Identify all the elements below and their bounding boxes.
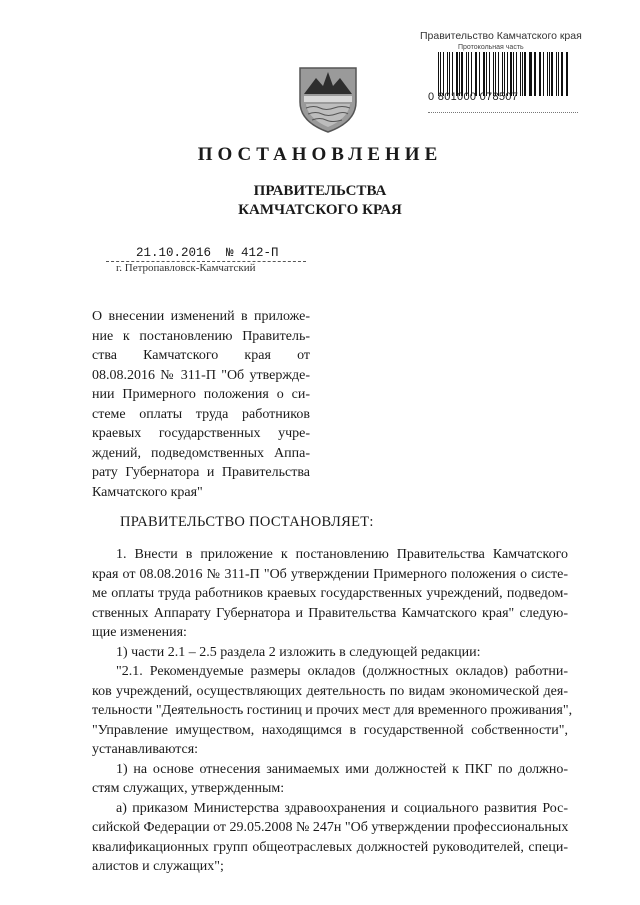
barcode-stripe <box>483 52 485 96</box>
body-line: 1) на основе отнесения занимаемых ими должностей к ПКГ по должно- <box>116 761 568 777</box>
stamp-dotted-line <box>428 112 578 113</box>
body-line: 1) части 2.1 – 2.5 раздела 2 изложить в следующей редакции: <box>116 644 481 660</box>
barcode-stripe <box>540 52 541 96</box>
subject-line: ждений, подведомственных Аппа- <box>92 445 310 461</box>
barcode-stripe <box>547 52 548 96</box>
barcode-stripe <box>504 52 505 96</box>
barcode-stripe <box>486 52 487 96</box>
barcode-stripe <box>549 52 550 96</box>
barcode-stripe <box>520 52 521 96</box>
subject-line: нии Примерного положения о си- <box>92 387 310 402</box>
body-line: щие изменения: <box>92 625 187 640</box>
body-line: стям служащих, утвержденным: <box>92 781 285 796</box>
barcode-stripe <box>566 52 567 96</box>
document-number: № 412-П <box>226 246 279 260</box>
barcode-number: 0 801000 078507 <box>428 91 519 103</box>
barcode-stripe <box>475 52 476 96</box>
barcode <box>438 52 570 96</box>
body-line: квалификационных групп общеотраслевых должностей руководителей, специ- <box>92 839 568 855</box>
barcode-stripe <box>524 52 525 96</box>
body-line: алистов и служащих"; <box>92 859 224 874</box>
barcode-stripe <box>438 52 439 96</box>
barcode-stripe <box>461 52 463 96</box>
barcode-stripe <box>513 52 514 96</box>
barcode-stripe <box>443 52 444 96</box>
subject-line: ние к постановлению Правитель- <box>92 328 310 344</box>
issuer-line-1: ПРАВИТЕЛЬСТВА <box>253 183 387 199</box>
document-date: 21.10.2016 <box>136 246 212 260</box>
barcode-stripe <box>502 52 503 96</box>
subject-line: О внесении изменений в приложе- <box>92 309 310 324</box>
barcode-stripe <box>479 52 480 96</box>
body-line: устанавливаются: <box>92 742 199 757</box>
body-line: "2.1. Рекомендуемые размеры окладов (должностных окладов) работни- <box>116 664 568 679</box>
subject-line: рату Губернатора и Правительства <box>92 465 310 480</box>
barcode-stripe <box>459 52 460 96</box>
body-line: "Управление имуществом, находящимся в государственной собственности", <box>92 722 568 738</box>
barcode-stripe <box>551 52 552 96</box>
body-line: сийской Федерации от 29.05.2008 № 247н "Об утверждении профессиональных <box>92 820 569 835</box>
body-line: ков учреждений, осуществляющих деятельность по видам экономической дея- <box>92 683 568 699</box>
body-line: ме оплаты труда работников краевых государственных учреждений, подведом- <box>92 586 568 601</box>
subject-line: ства Камчатского края от <box>92 348 310 363</box>
barcode-stripe <box>561 52 563 96</box>
registration-stamp-subtitle: Протокольная часть <box>458 44 524 51</box>
barcode-stripe <box>558 52 559 96</box>
barcode-stripe <box>471 52 472 96</box>
barcode-stripe <box>539 52 540 96</box>
barcode-stripe <box>507 52 508 96</box>
barcode-stripe <box>493 52 494 96</box>
barcode-stripe <box>449 52 450 96</box>
barcode-stripe <box>534 52 535 96</box>
subject-line: стеме оплаты труда работников <box>92 406 310 422</box>
body-line: а) приказом Министерства здравоохранения и социального развития Рос- <box>116 800 568 816</box>
registration-stamp-title: Правительство Камчатского края <box>420 30 582 42</box>
government-decrees-heading: ПРАВИТЕЛЬСТВО ПОСТАНОВЛЯЕТ: <box>120 514 374 530</box>
kamchatka-coat-of-arms-emblem <box>296 64 360 134</box>
barcode-stripe <box>440 52 441 96</box>
barcode-stripe <box>447 52 449 96</box>
barcode-stripe <box>452 52 453 96</box>
subject-line: Камчатского края" <box>92 484 203 500</box>
document-subject <box>92 307 310 502</box>
barcode-stripe <box>468 52 469 96</box>
barcode-stripe <box>530 52 532 96</box>
barcode-stripe <box>456 52 457 96</box>
subject-line: краевых государственных учре- <box>92 426 310 441</box>
subject-line: 08.08.2016 № 311-П "Об утвержде- <box>92 367 310 383</box>
body-line: края от 08.08.2016 № 311-П "Об утверждении Примерного положения о систе- <box>92 566 568 582</box>
barcode-stripe <box>489 52 490 96</box>
barcode-stripe <box>510 52 512 96</box>
barcode-stripe <box>516 52 517 96</box>
body-line: 1. Внести в приложение к постановлению Правительства Камчатского <box>116 547 568 562</box>
decree-body <box>92 545 573 877</box>
barcode-stripe <box>476 52 477 96</box>
issuer-line-2: КАМЧАТСКОГО КРАЯ <box>238 202 402 218</box>
body-line: тельности "Деятельность гостиниц и прочих мест для временного проживания", <box>92 703 573 718</box>
barcode-stripe <box>567 52 568 96</box>
document-type-title: ПОСТАНОВЛЕНИЕ <box>197 144 443 165</box>
barcode-stripe <box>522 52 523 96</box>
body-line: ственных Аппарату Губернатора и Правительства Камчатского края" следую- <box>92 605 568 621</box>
barcode-stripe <box>466 52 467 96</box>
barcode-stripe <box>543 52 544 96</box>
barcode-stripe <box>556 52 557 96</box>
barcode-stripe <box>498 52 499 96</box>
document-city: г. Петропавловск-Камчатский <box>116 262 256 274</box>
barcode-stripe <box>529 52 530 96</box>
barcode-stripe <box>495 52 496 96</box>
